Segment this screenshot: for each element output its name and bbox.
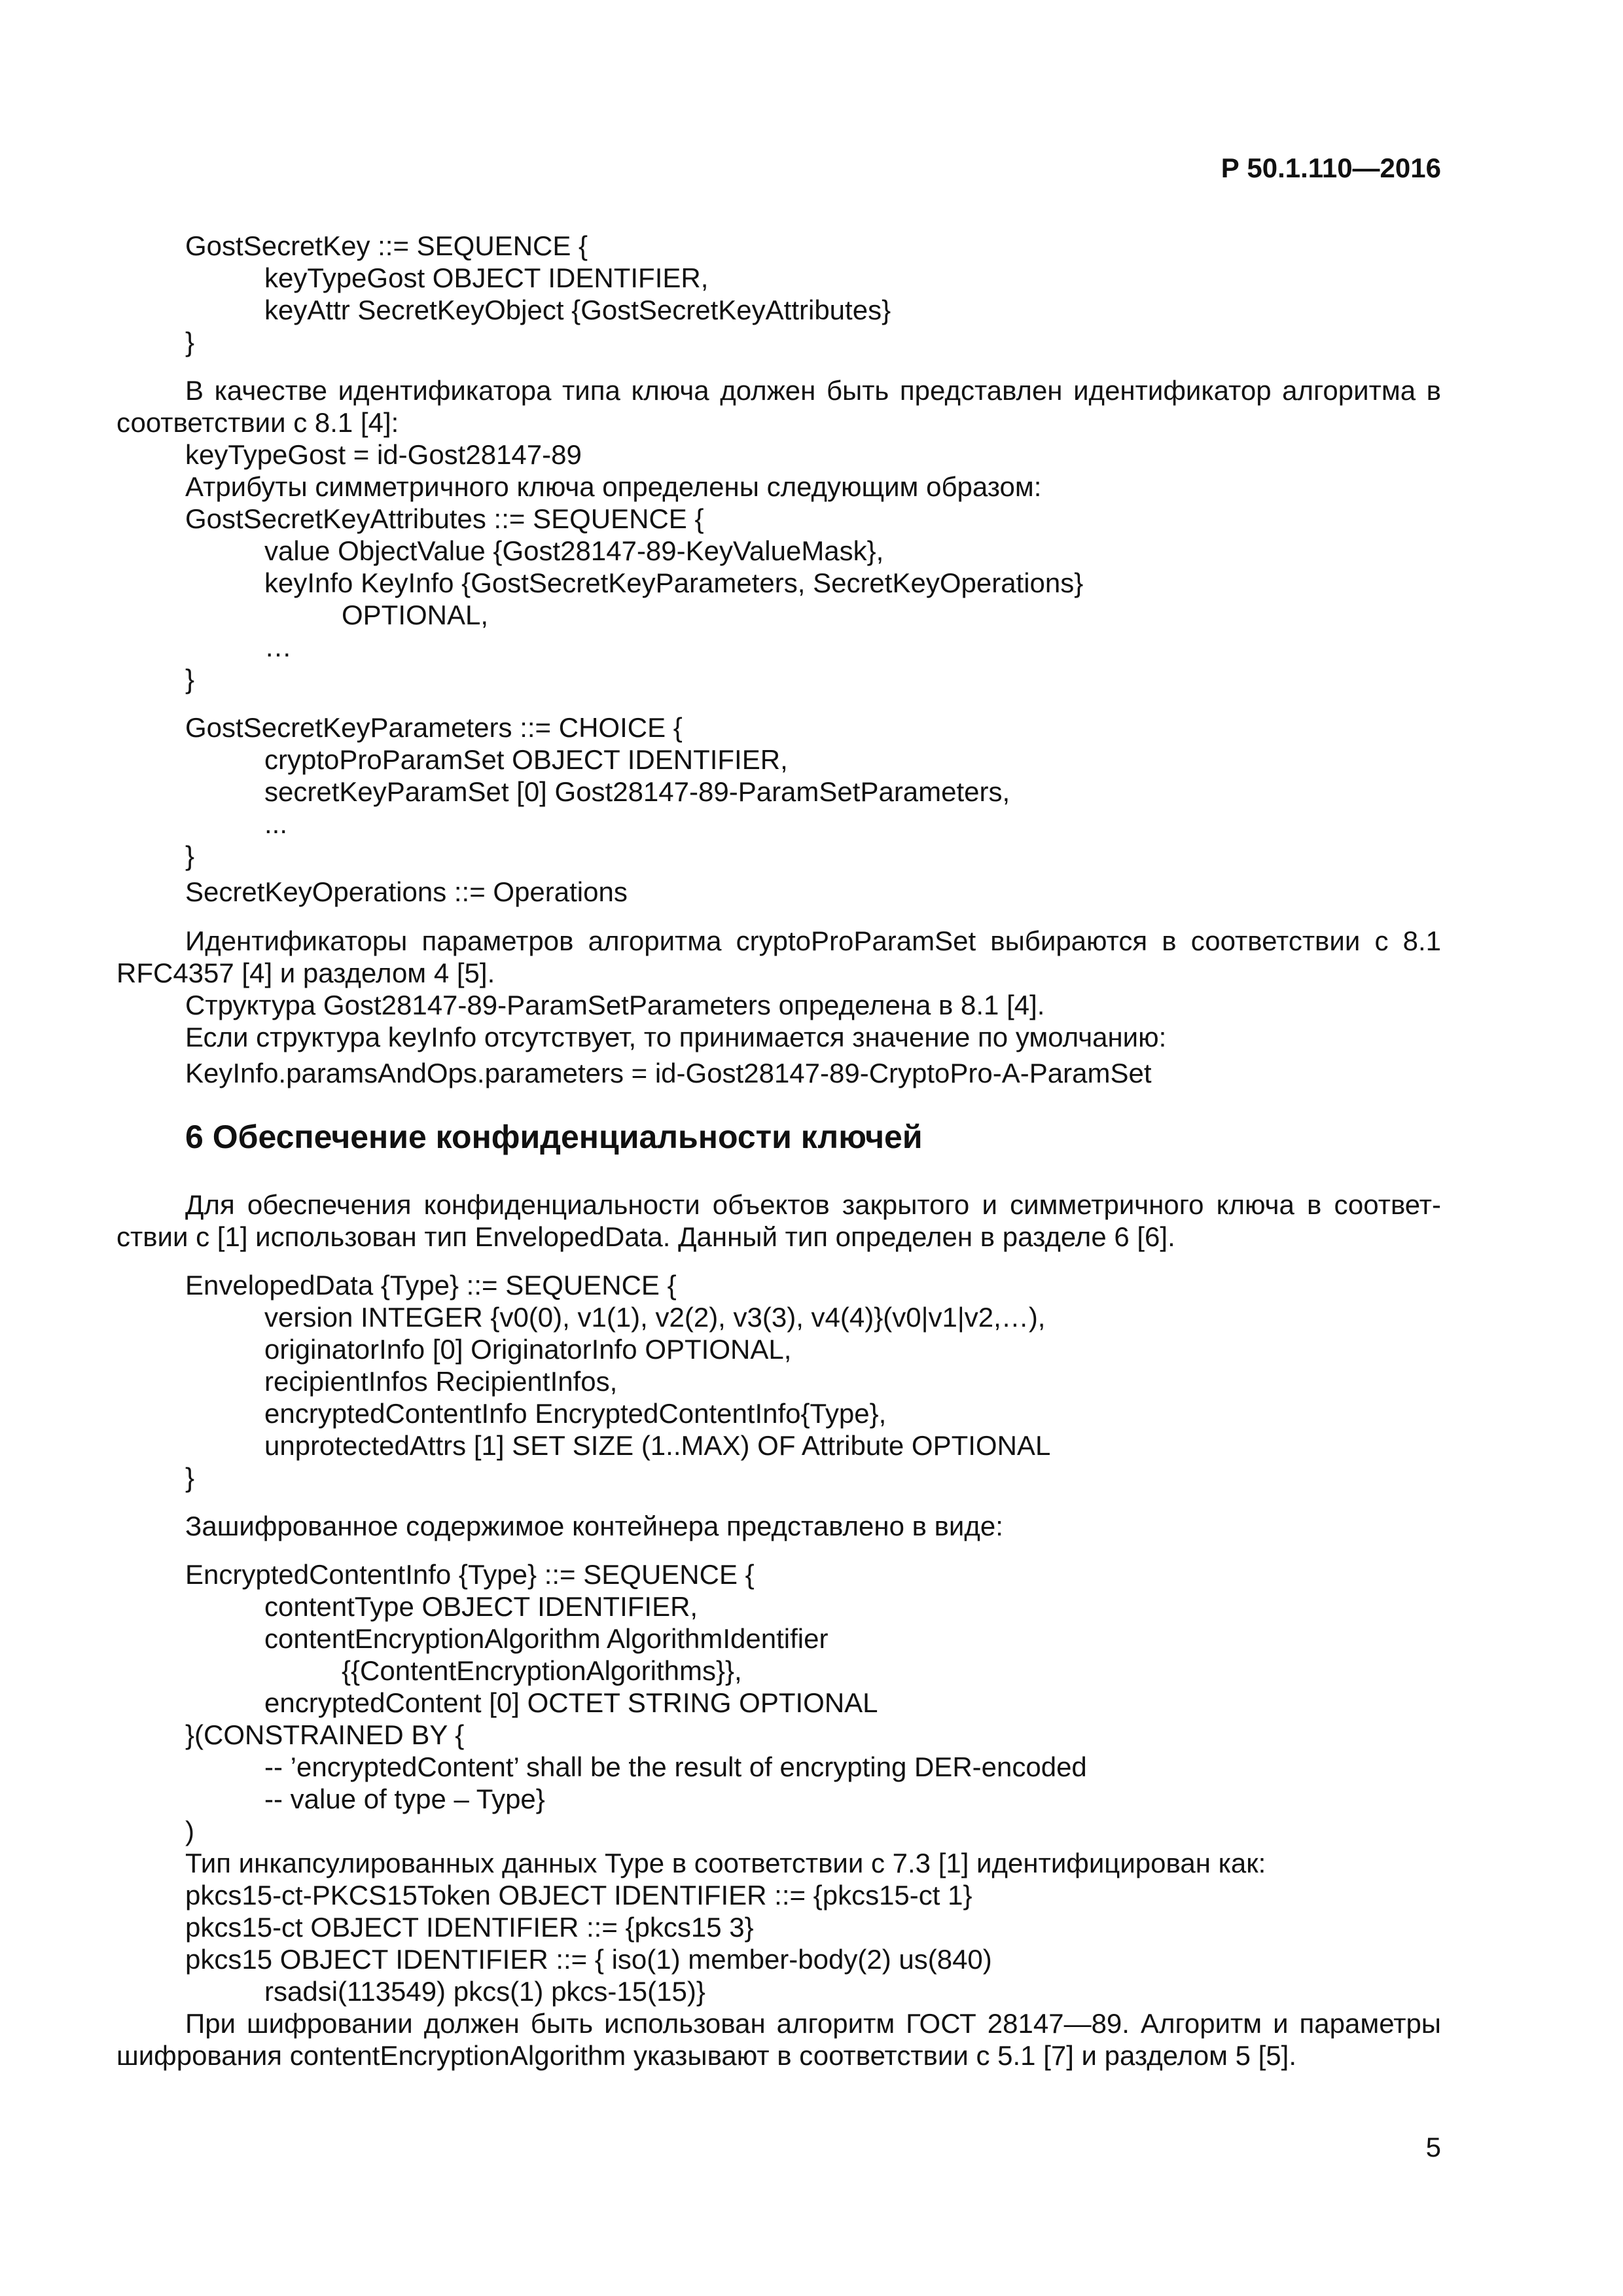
text-line: EncryptedContentInfo {Type} ::= SEQUENCE { — [185, 1559, 755, 1590]
paragraph-line: При шифровании должен быть использован алгоритм ГОСТ 28147—89. Алгоритм и параметры — [185, 2008, 1441, 2039]
text-line: KeyInfo.paramsAndOps.parameters = id-Gost28147-89-CryptoPro-A-ParamSet — [185, 1058, 1152, 1088]
text-line: pkcs15-ct-PKCS15Token OBJECT IDENTIFIER ::= {pkcs15-ct 1} — [185, 1880, 972, 1910]
text-line: keyInfo KeyInfo {GostSecretKeyParameters, SecretKeyOperations} — [264, 567, 1084, 598]
text-line: recipientInfos RecipientInfos, — [264, 1366, 618, 1397]
section-heading: 6 Обеспечение конфиденциальности ключей — [185, 1119, 923, 1155]
text-line: GostSecretKeyParameters ::= CHOICE { — [185, 712, 683, 743]
paragraph-line: шифрования contentEncryptionAlgorithm указывают в соответствии с 5.1 [7] и разделом 5 [5]. — [116, 2040, 1297, 2071]
paragraph-line: RFC4357 [4] и разделом 4 [5]. — [116, 958, 495, 988]
text-line: EnvelopedData {Type} ::= SEQUENCE { — [185, 1270, 677, 1300]
text-line: GostSecretKey ::= SEQUENCE { — [185, 230, 588, 261]
text-line: SecretKeyOperations ::= Operations — [185, 876, 628, 907]
text-line: GostSecretKeyAttributes ::= SEQUENCE { — [185, 503, 704, 534]
paragraph-line: В качестве идентификатора типа ключа должен быть представлен идентификатор алгоритма в — [185, 375, 1441, 406]
text-line: rsadsi(113549) pkcs(1) pkcs-15(15)} — [264, 1976, 705, 2007]
paragraph-line: Для обеспечения конфиденциальности объектов закрытого и симметричного ключа в соответ- — [185, 1189, 1441, 1220]
page-number: 5 — [1425, 2132, 1441, 2162]
text-line: pkcs15-ct OBJECT IDENTIFIER ::= {pkcs15 3} — [185, 1912, 754, 1943]
text-line: } — [185, 840, 195, 871]
text-line: contentEncryptionAlgorithm AlgorithmIdentifier — [264, 1623, 829, 1654]
text-line: {{ContentEncryptionAlgorithms}}, — [342, 1655, 742, 1686]
text-line: keyAttr SecretKeyObject {GostSecretKeyAttributes} — [264, 295, 891, 325]
text-line: -- value of type – Type} — [264, 1784, 545, 1814]
text-line: encryptedContentInfo EncryptedContentInfo{Type}, — [264, 1398, 887, 1429]
text-line: pkcs15 OBJECT IDENTIFIER ::= { iso(1) member-body(2) us(840) — [185, 1944, 992, 1975]
text-line: ) — [185, 1816, 194, 1846]
text-line: value ObjectValue {Gost28147-89-KeyValueMask}, — [264, 535, 884, 566]
text-line: originatorInfo [0] OriginatorInfo OPTIONAL, — [264, 1334, 792, 1365]
text-line: keyTypeGost OBJECT IDENTIFIER, — [264, 262, 709, 293]
text-line: } — [185, 1462, 195, 1493]
text-line: version INTEGER {v0(0), v1(1), v2(2), v3(3), v4(4)}(v0|v1|v2,…), — [264, 1302, 1046, 1333]
text-line: Тип инкапсулированных данных Type в соответствии с 7.3 [1] идентифицирован как: — [185, 1848, 1266, 1878]
text-line: } — [185, 664, 195, 694]
text-line: cryptoProParamSet OBJECT IDENTIFIER, — [264, 744, 788, 775]
paragraph-line: Идентификаторы параметров алгоритма cryptoProParamSet выбираются в соответствии с 8.1 — [185, 925, 1441, 956]
text-line: Атрибуты симметричного ключа определены следующим образом: — [185, 471, 1042, 502]
text-line: unprotectedAttrs [1] SET SIZE (1..MAX) OF Attribute OPTIONAL — [264, 1430, 1051, 1461]
text-line: OPTIONAL, — [342, 600, 489, 630]
paragraph-line: ствии с [1] использован тип EnvelopedData. Данный тип определен в разделе 6 [6]. — [116, 1221, 1175, 1252]
paragraph-line: соответствии с 8.1 [4]: — [116, 407, 399, 438]
text-line: }(CONSTRAINED BY { — [185, 1719, 465, 1750]
text-line: encryptedContent [0] OCTET STRING OPTIONAL — [264, 1687, 878, 1718]
document-number: Р 50.1.110—2016 — [1221, 152, 1441, 183]
text-line: -- ’encryptedContent’ shall be the result of encrypting DER-encoded — [264, 1751, 1087, 1782]
text-line: } — [185, 327, 195, 357]
text-line: Зашифрованное содержимое контейнера представлено в виде: — [185, 1511, 1003, 1541]
text-line: Структура Gost28147-89-ParamSetParameters определена в 8.1 [4]. — [185, 990, 1045, 1020]
text-line: secretKeyParamSet [0] Gost28147-89-ParamSetParameters, — [264, 776, 1010, 807]
text-line: … — [264, 632, 292, 662]
text-line: ... — [264, 808, 288, 839]
text-line: keyTypeGost = id-Gost28147-89 — [185, 439, 582, 470]
text-line: contentType OBJECT IDENTIFIER, — [264, 1591, 698, 1622]
text-line: Если структура keyInfo отсутствует, то принимается значение по умолчанию: — [185, 1022, 1167, 1052]
